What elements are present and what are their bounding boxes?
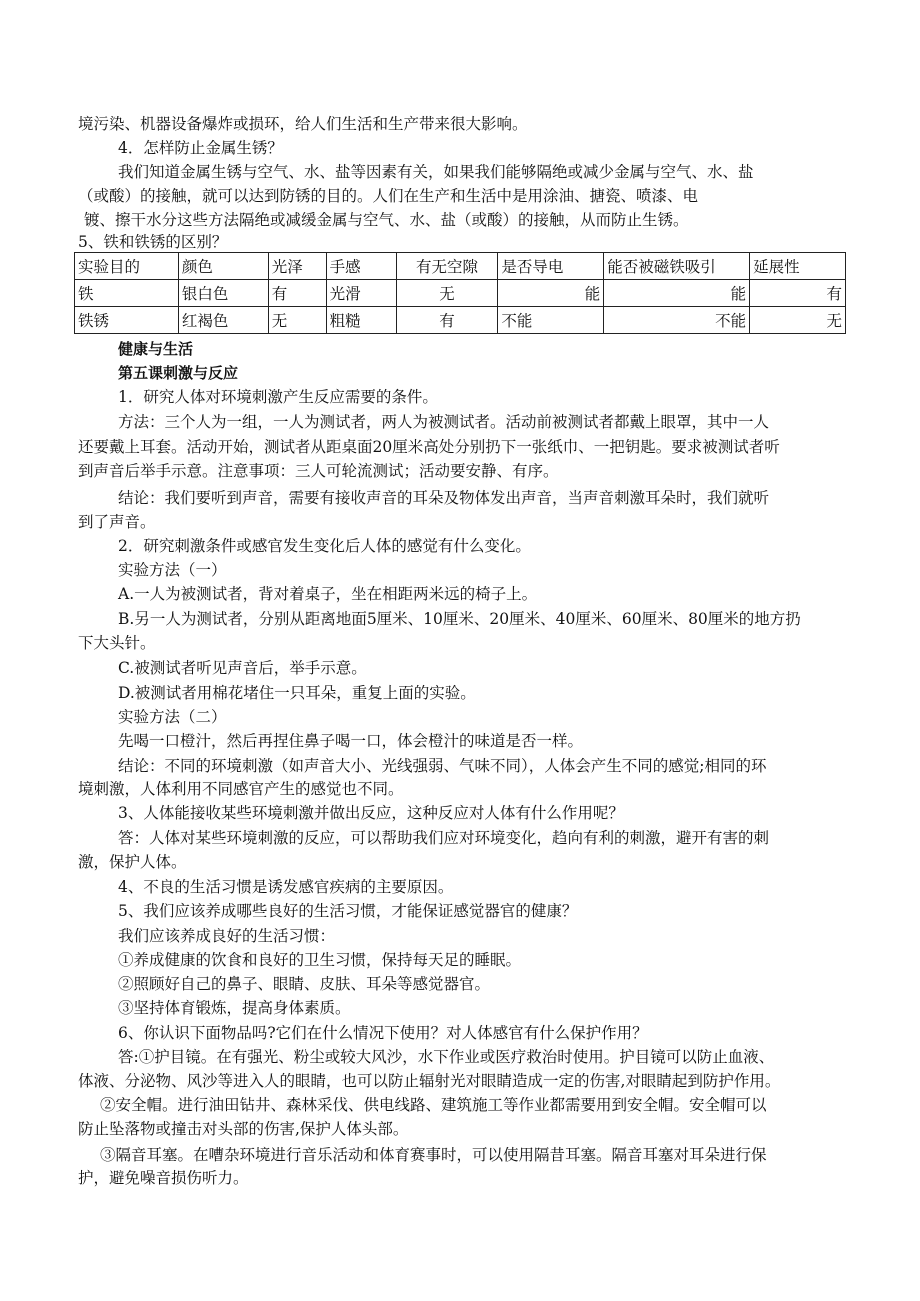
experiment-method-2-text: 先喝一口橙汁，然后再捏住鼻子喝一口，体会橙汁的味道是否一样。 <box>118 732 584 750</box>
item-6-answer-line: 护，避免噪音损伤听力。 <box>78 1169 249 1187</box>
habit-item: ②照顾好自己的鼻子、眼睛、皮肤、耳朵等感觉器官。 <box>118 975 491 993</box>
table-row <box>75 280 846 307</box>
item-1-method-line: 方法：三个人为一组，一人为测试者，两人为被测试者。活动前被测试者都戴上眼罩，其中一人 <box>118 413 770 431</box>
answer-4-line: 我们知道金属生锈与空气、水、盐等因素有关，如果我们能够隔绝或减少金属与空气、水、盐 <box>118 163 754 181</box>
item-4-title: 4、不良的生活习惯是诱发感官疾病的主要原因。 <box>118 878 454 896</box>
table-cell: 有 <box>396 307 498 334</box>
item-1-conclusion-line: 到了声音。 <box>78 513 156 531</box>
item-2-title: 2．研究刺激条件或感官发生变化后人体的感觉有什么变化。 <box>118 537 531 555</box>
table-cell: 银白色 <box>178 280 268 307</box>
answer-4-line: （或酸）的接触，就可以达到防锈的目的。人们在生产和生活中是用涂油、搪瓷、喷漆、电 <box>78 187 699 205</box>
item-2-conclusion-line: 结论：不同的环境刺激（如声音大小、光线强弱、气味不同），人体会产生不同的感觉;相同的环 <box>118 757 767 775</box>
table-cell: 有 <box>750 280 846 307</box>
item-6-answer-line: ②安全帽。进行油田钻井、森林采伐、供电线路、建筑施工等作业都需要用到安全帽。安全帽可以 <box>100 1096 767 1114</box>
habit-item: ①养成健康的饮食和良好的卫生习惯，保持每天足的睡眠。 <box>118 951 522 969</box>
table-cell: 无 <box>268 307 326 334</box>
table-header-cell: 颜色 <box>178 253 268 280</box>
table-cell: 红褐色 <box>178 307 268 334</box>
item-6-answer-line: ③隔音耳塞。在嘈杂环境进行音乐活动和体育赛事时，可以使用隔昔耳塞。隔音耳塞对耳朵进行保 <box>100 1146 767 1164</box>
item-6-title: 6、你认识下面物品吗?它们在什么情况下使用？对人体感官有什么保护作用？ <box>118 1024 648 1042</box>
item-5-title: 5、我们应该养成哪些良好的生活习惯，才能保证感觉器官的健康？ <box>118 902 578 920</box>
item-2-conclusion-line: 境刺激，人体利用不同感官产生的感觉也不同。 <box>78 780 404 798</box>
step-a: A.一人为被测试者，背对着桌子，坐在相距两米远的椅子上。 <box>118 585 538 603</box>
question-4: 4．怎样防止金属生锈？ <box>118 139 283 157</box>
table-header-row <box>75 253 846 280</box>
table-header-cell: 是否导电 <box>498 253 604 280</box>
answer-4-line: 镀、擦干水分这些方法隔绝或减缓金属与空气、水、盐（或酸）的接触，从而防止生锈。 <box>84 211 689 229</box>
item-3-answer-line: 答：人体对某些环境刺激的反应，可以帮助我们应对环境变化，趋向有利的刺激，避开有害的刺 <box>118 829 770 847</box>
item-5-answer: 我们应该养成良好的生活习惯： <box>118 927 336 945</box>
item-1-method-line: 还要戴上耳套。活动开始，测试者从距桌面20厘米高处分别扔下一张纸巾、一把钥匙。要求被测试者听 <box>78 438 780 456</box>
habit-item: ③坚持体育锻炼，提高身体素质。 <box>118 999 351 1017</box>
experiment-method-1: 实验方法（一） <box>118 561 227 579</box>
paragraph-line: 境污染、机器设备爆炸或损环，给人们生活和生产带来很大影响。 <box>78 115 528 133</box>
table-header-cell: 光泽 <box>268 253 326 280</box>
step-b-line: B.另一人为测试者，分别从距离地面5厘米、10厘米、20厘米、40厘米、60厘米、80厘米的地方扔 <box>118 610 801 628</box>
table-cell: 有 <box>268 280 326 307</box>
table-cell: 能 <box>498 280 604 307</box>
item-3-title: 3、人体能接收某些环境刺激并做出反应，这种反应对人体有什么作用呢？ <box>118 804 624 822</box>
table-cell: 无 <box>396 280 498 307</box>
table-cell: 能 <box>604 280 750 307</box>
table-cell: 铁 <box>75 280 179 307</box>
item-6-answer-line: 体液、分泌物、风沙等进入人的眼睛，也可以防止辐射光对眼睛造成一定的伤害,对眼睛起到防护作用。 <box>78 1072 781 1090</box>
comparison-table <box>74 252 846 334</box>
item-1-title: 1．研究人体对环境刺激产生反应需要的条件。 <box>118 388 438 406</box>
table-cell: 不能 <box>498 307 604 334</box>
unit-heading: 健康与生活 <box>118 340 194 358</box>
table-row <box>75 307 846 334</box>
question-5: 5、铁和铁锈的区别？ <box>78 233 228 251</box>
step-d: D.被测试者用棉花堵住一只耳朵，重复上面的实验。 <box>118 684 476 702</box>
experiment-method-2: 实验方法（二） <box>118 708 227 726</box>
item-6-answer-line: 答:①护目镜。在有强光、粉尘或较大风沙，水下作业或医疗救治时使用。护目镜可以防止血液、 <box>118 1048 775 1066</box>
table-cell: 铁锈 <box>75 307 179 334</box>
table-cell: 光滑 <box>326 280 396 307</box>
step-c: C.被测试者听见声音后，举手示意。 <box>118 659 367 677</box>
item-1-method-line: 到声音后举手示意。注意事项：三人可轮流测试；活动要安静、有序。 <box>78 462 559 480</box>
table-cell: 粗糙 <box>326 307 396 334</box>
step-b-line: 下大头针。 <box>78 634 156 652</box>
item-6-answer-line: 防止坠落物或撞击对头部的伤害,保护人体头部。 <box>78 1120 409 1138</box>
table-header-cell: 手感 <box>326 253 396 280</box>
table-header-cell: 实验目的 <box>75 253 179 280</box>
table-header-cell: 有无空隙 <box>396 253 498 280</box>
item-1-conclusion-line: 结论：我们要听到声音，需要有接收声音的耳朵及物体发出声音，当声音刺激耳朵时，我们就听 <box>118 489 770 507</box>
item-3-answer-line: 激，保护人体。 <box>78 853 187 871</box>
lesson-heading: 第五课刺激与反应 <box>118 364 239 382</box>
table-cell: 不能 <box>604 307 750 334</box>
table-cell: 无 <box>750 307 846 334</box>
table-header-cell: 能否被磁铁吸引 <box>604 253 750 280</box>
table-header-cell: 延展性 <box>750 253 846 280</box>
